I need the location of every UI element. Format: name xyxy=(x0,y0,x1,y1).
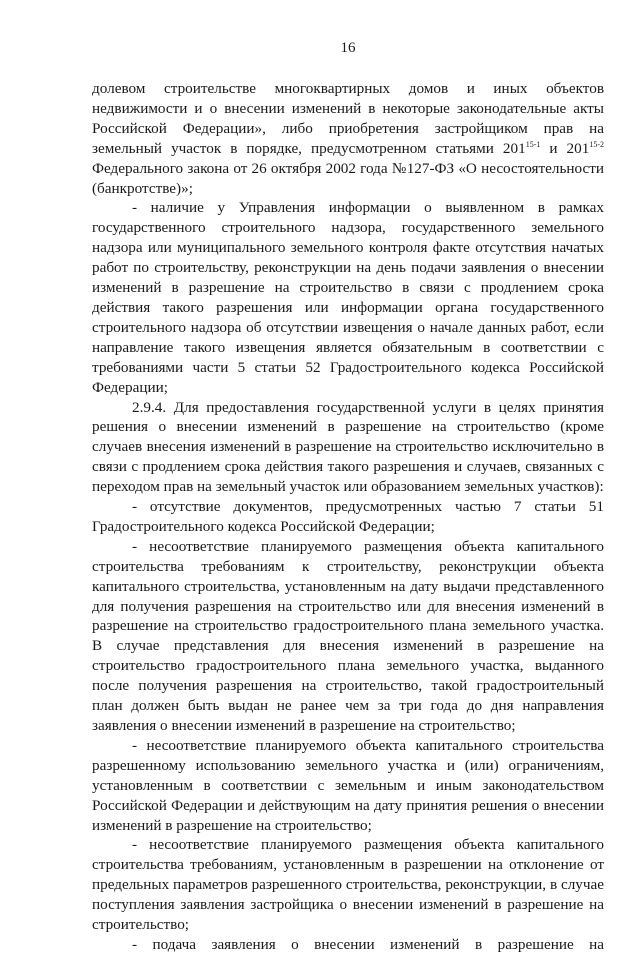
paragraph: 2.9.4. Для предоставления государственной услуги в целях принятия решения о внесении изменений в разрешение на строительство (кроме случаев внесения изменений в разрешение на строительство исключительно в связи с продлением срока действия такого разрешения и случаев, связанных с переходом прав на земельный участок или образованием земельных участков): xyxy=(92,398,604,496)
paragraph: - наличие у Управления информации о выявленном в рамках государственного строительного надзора, государственного земельного надзора или муниципального земельного контроля факте отсутствия начатых работ по строительству, реконструкции на день подачи заявления о внесении изменений в разрешение на строительство в связи с продлением срока действия такого разрешения или информации органа государственного строительного надзора об отсутствии извещения о начале данных работ, если направление такого извещения является обязательным в соответствии с требованиями части 5 статьи 52 Градостроительного кодекса Российской Федерации; xyxy=(92,199,604,396)
paragraph: - отсутствие документов, предусмотренных частью 7 статьи 51 Градостроительного кодекса Российской Федерации; xyxy=(92,498,604,535)
paragraph: - несоответствие планируемого объекта капитального строительства разрешенному использованию земельного участка и (или) ограничениям, установленным в соответствии с земельным и иным законодательством Российской Федерации и действующим на дату принятия решения о внесении изменений в разрешение на строительство; xyxy=(92,736,604,834)
page-number: 16 xyxy=(340,40,356,56)
paragraph: долевом строительстве многоквартирных домов и иных объектов недвижимости и о внесении изменений в некоторые законодательные акты Российской Федерации», либо приобретения застройщиком прав на земельный участок в порядке, предусмотренном статьями 201$^{15-1}$ и 201$^{15-2}$ Федерального закона от 26 октября 2002 года №127-ФЗ «О несостоятельности (банкротстве)»; xyxy=(92,80,604,197)
paragraph: - несоответствие планируемого размещения объекта капитального строительства требованиям к строительству, реконструкции объекта капитального строительства, установленным на дату выдачи представленного для получения разрешения на строительство или для внесения изменений в разрешение на строительство градостроительного плана земельного участка. В случае представления для внесения изменений в разрешение на строительство градостроительного плана земельного участка, выданного после получения разрешения на строительство, такой градостроительный план должен быть выдан не ранее чем за три года до дня направления заявления о внесении изменений в разрешение на строительство; xyxy=(92,537,604,734)
superscript: 15-1 xyxy=(525,139,541,149)
superscript: 15-2 xyxy=(589,139,604,149)
document-body xyxy=(92,79,604,955)
paragraph: - несоответствие планируемого размещения объекта капитального строительства требованиям, установленным в разрешении на отклонение от предельных параметров разрешенного строительства, реконструкции, в случае поступления заявления застройщика о внесении изменений в разрешение на строительство; xyxy=(92,836,604,934)
paragraph: - подача заявления о внесении изменений в разрешение на xyxy=(132,935,604,953)
